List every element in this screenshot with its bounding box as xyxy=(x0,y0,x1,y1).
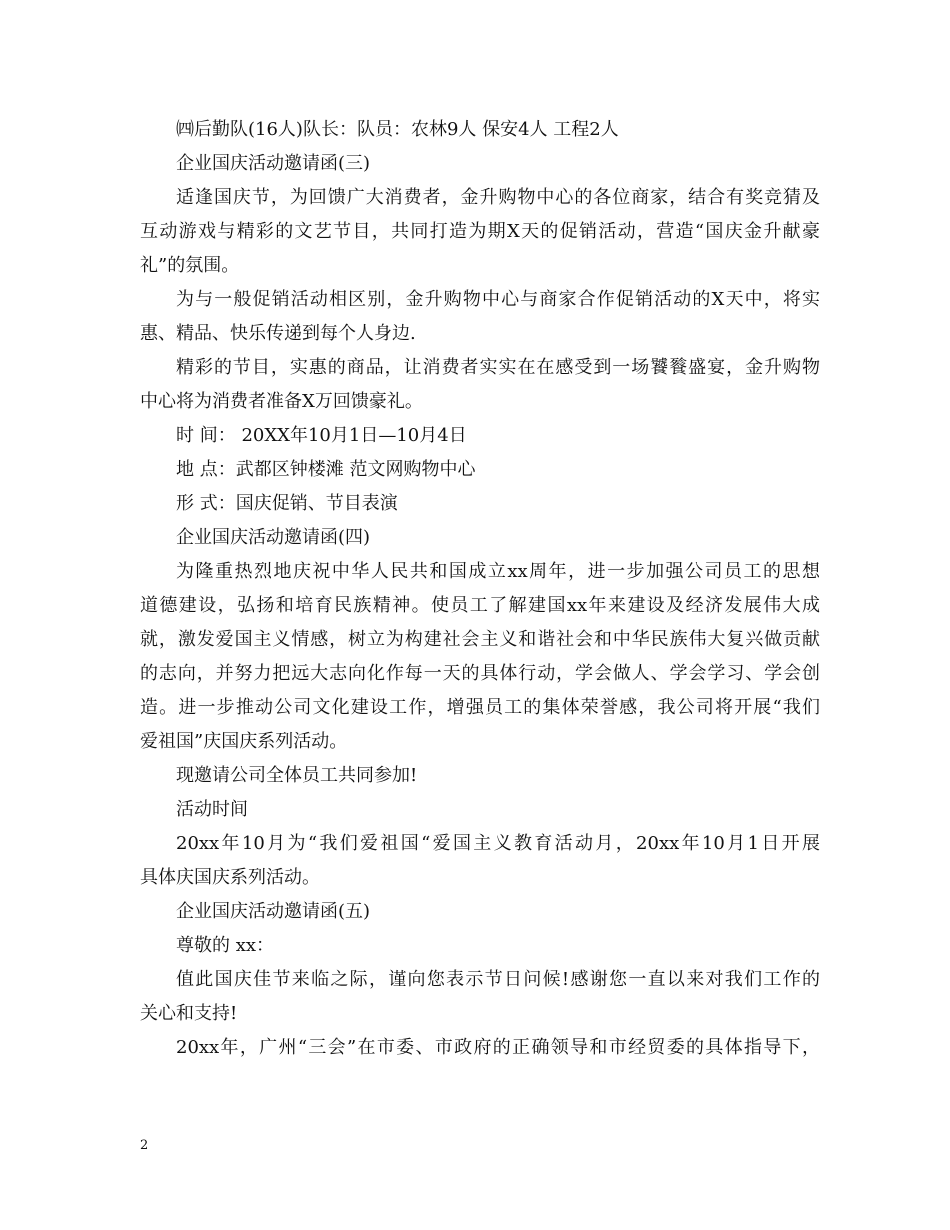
text-line: 20xx年10月为“我们爱祖国“爱国主义教育活动月，20xx年10月1日开展 xyxy=(176,833,820,854)
text-line: 现邀请公司全体员工共同参加! xyxy=(176,765,418,786)
document-body xyxy=(140,113,820,1065)
section-heading: 企业国庆活动邀请函(五) xyxy=(176,901,371,922)
text-line: ㈣后勤队(16人)队长：队员：农林9人 保安4人 工程2人 xyxy=(176,119,619,140)
text-line: 具体庆国庆系列活动。 xyxy=(140,867,320,888)
text-line: 20xx年，广州“三会”在市委、市政府的正确领导和市经贸委的具体指导下， xyxy=(176,1037,820,1058)
text-line: 互动游戏与精彩的文艺节目，共同打造为期X天的促销活动，营造“国庆金升献豪 xyxy=(140,221,820,242)
text-line: 惠、精品、快乐传递到每个人身边. xyxy=(140,323,416,344)
text-line: 礼”的氛围。 xyxy=(140,255,240,276)
text-line: 爱祖国”庆国庆系列活动。 xyxy=(140,731,348,752)
text-line: 造。进一步推动公司文化建设工作，增强员工的集体荣誉感，我公司将开展“我们 xyxy=(140,697,820,718)
text-line: 的志向，并努力把远大志向化作每一天的具体行动，学会做人、学会学习、学会创 xyxy=(140,663,820,684)
event-time: 时 间： 20XX年10月1日—10月4日 xyxy=(176,425,467,446)
text-line: 为隆重热烈地庆祝中华人民共和国成立xx周年，进一步加强公司员工的思想 xyxy=(176,561,820,582)
salutation: 尊敬的 xx： xyxy=(176,935,275,956)
text-line: 为与一般促销活动相区别，金升购物中心与商家合作促销活动的X天中，将实 xyxy=(176,289,820,310)
text-line: 中心将为消费者准备X万回馈豪礼。 xyxy=(140,391,423,412)
page-number: 2 xyxy=(140,1138,149,1153)
text-line: 就，激发爱国主义情感，树立为构建社会主义和谐社会和中华民族伟大复兴做贡献 xyxy=(140,629,820,650)
section-heading: 企业国庆活动邀请函(四) xyxy=(176,527,371,548)
subheading: 活动时间 xyxy=(176,799,248,820)
event-location: 地 点：武都区钟楼滩 范文网购物中心 xyxy=(176,459,476,480)
text-line: 值此国庆佳节来临之际，谨向您表示节日问候!感谢您一直以来对我们工作的 xyxy=(176,969,820,990)
section-heading: 企业国庆活动邀请函(三) xyxy=(176,153,371,174)
text-line: 道德建设，弘扬和培育民族精神。使员工了解建国xx年来建设及经济发展伟大成 xyxy=(140,595,820,616)
text-line: 精彩的节目，实惠的商品，让消费者实实在在感受到一场饕餮盛宴，金升购物 xyxy=(176,357,820,378)
event-format: 形 式：国庆促销、节目表演 xyxy=(176,493,398,514)
text-line: 适逢国庆节，为回馈广大消费者，金升购物中心的各位商家，结合有奖竞猜及 xyxy=(176,187,820,208)
text-line: 关心和支持! xyxy=(140,1003,238,1024)
